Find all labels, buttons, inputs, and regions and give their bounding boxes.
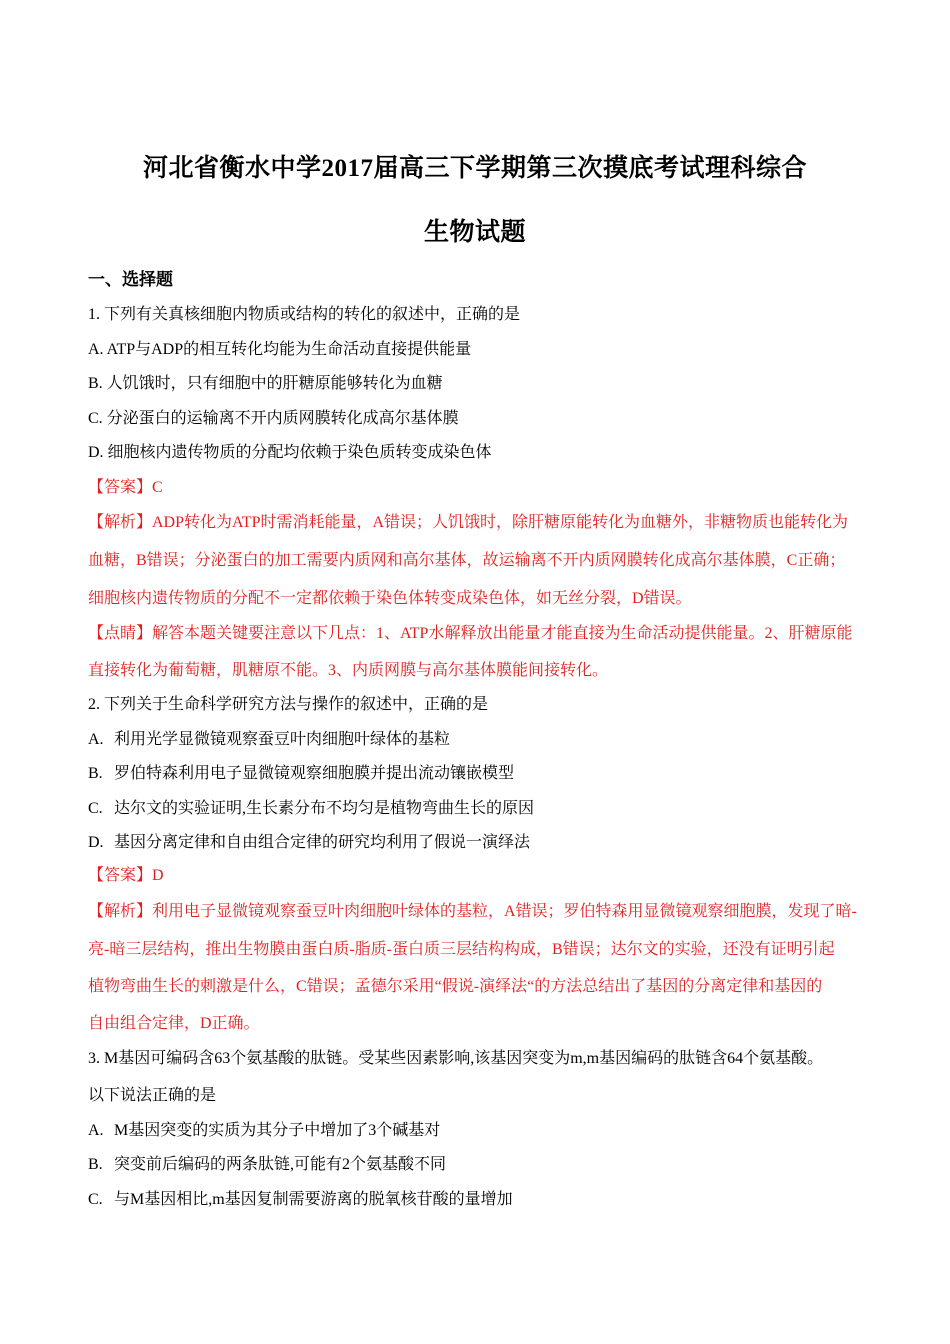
option-text: 利用光学显微镜观察蚕豆叶肉细胞叶绿体的基粒 — [114, 731, 451, 748]
q1-analysis-line: 细胞核内遗传物质的分配不一定都依赖于染色体转变成染色体，如无丝分裂，D错误。 — [88, 590, 692, 607]
q2-option-a — [88, 729, 880, 751]
q1-tip-line: 直接转化为葡萄糖，肌糖原不能。3、内质网膜与高尔基体膜能间接转化。 — [88, 662, 609, 679]
q3-option-a — [88, 1120, 880, 1142]
option-label: C. — [88, 1191, 103, 1208]
option-label: B. — [88, 765, 103, 782]
q1-option-c: C. 分泌蛋白的运输离不开内质网膜转化成高尔基体膜 — [88, 410, 459, 427]
option-text: 基因分离定律和自由组合定律的研究均利用了假说一演绎法 — [114, 834, 531, 851]
q2-option-c — [88, 798, 880, 820]
q2-stem: 2. 下列关于生命科学研究方法与操作的叙述中，正确的是 — [88, 696, 489, 713]
q2-answer: 【答案】D — [88, 867, 164, 884]
doc-title-line2: 生物试题 — [423, 219, 526, 246]
option-text: 与M基因相比,m基因复制需要游离的脱氧核苷酸的量增加 — [114, 1191, 513, 1208]
q1-tip-line: 【点睛】解答本题关键要注意以下几点：1、ATP水解释放出能量才能直接为生命活动提供能量。2、肝糖原能 — [88, 625, 853, 642]
q2-analysis-line: 亮-暗三层结构，推出生物膜由蛋白质-脂质-蛋白质三层结构构成，B错误；达尔文的实验，还没有证明引起 — [88, 941, 835, 958]
doc-title-line1: 河北省衡水中学2017届高三下学期第三次摸底考试理科综合 — [142, 155, 807, 182]
q2-option-d — [88, 832, 880, 854]
q3-option-c — [88, 1189, 880, 1211]
q3-stem-line: 以下说法正确的是 — [88, 1087, 217, 1104]
q1-option-d: D. 细胞核内遗传物质的分配均依赖于染色质转变成染色体 — [88, 444, 492, 461]
option-label: A. — [88, 731, 104, 748]
q3-option-b — [88, 1154, 880, 1176]
option-text: M基因突变的实质为其分子中增加了3个碱基对 — [114, 1122, 441, 1139]
option-label: D. — [88, 834, 104, 851]
q1-analysis-line: 血糖，B错误；分泌蛋白的加工需要内质网和高尔基体，故运输离不开内质网膜转化成高尔基体膜，C正确； — [88, 552, 846, 569]
option-label: B. — [88, 1156, 103, 1173]
section-heading: 一、选择题 — [88, 270, 173, 289]
option-label: A. — [88, 1122, 104, 1139]
option-label: C. — [88, 800, 103, 817]
option-text: 达尔文的实验证明,生长素分布不均匀是植物弯曲生长的原因 — [114, 800, 535, 817]
q2-analysis-line: 自由组合定律，D正确。 — [88, 1015, 260, 1032]
q1-stem: 1. 下列有关真核细胞内物质或结构的转化的叙述中，正确的是 — [88, 306, 521, 323]
q1-answer: 【答案】C — [88, 479, 163, 496]
option-text: 罗伯特森利用电子显微镜观察细胞膜并提出流动镶嵌模型 — [114, 765, 515, 782]
q2-analysis-line: 植物弯曲生长的刺激是什么，C错误；孟德尔采用“假说-演绎法“的方法总结出了基因的分离定律和基因的 — [88, 978, 823, 995]
q1-option-b: B. 人饥饿时，只有细胞中的肝糖原能够转化为血糖 — [88, 375, 443, 392]
q3-stem-line: 3. M基因可编码含63个氨基酸的肽链。受某些因素影响,该基因突变为m,m基因编码的肽链含64个氨基酸。 — [88, 1050, 824, 1067]
option-text: 突变前后编码的两条肽链,可能有2个氨基酸不同 — [114, 1156, 447, 1173]
q1-option-a: A. ATP与ADP的相互转化均能为生命活动直接提供能量 — [88, 341, 472, 358]
q2-analysis-line: 【解析】利用电子显微镜观察蚕豆叶肉细胞叶绿体的基粒，A错误；罗伯特森用显微镜观察细胞膜，发现了暗- — [88, 903, 857, 920]
q1-analysis-line: 【解析】ADP转化为ATP时需消耗能量，A错误；人饥饿时，除肝糖原能转化为血糖外，非糖物质也能转化为 — [88, 514, 849, 531]
q2-option-b — [88, 763, 880, 785]
